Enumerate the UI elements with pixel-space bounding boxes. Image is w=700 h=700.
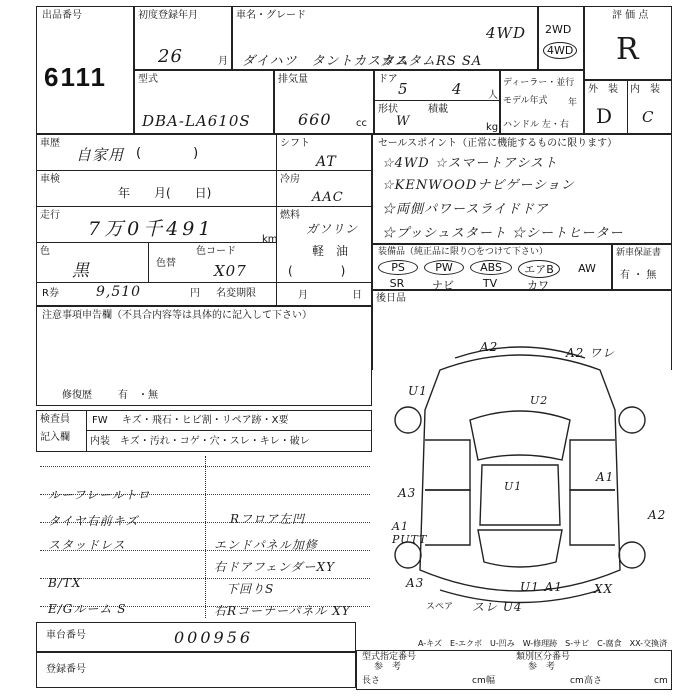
car-door-left-front bbox=[425, 440, 470, 490]
cc-unit: cc bbox=[356, 118, 367, 129]
fuel-label: 燃料 bbox=[280, 210, 300, 221]
car-name: ダイハツ タントカスタム bbox=[242, 54, 410, 69]
year-unit: 年 bbox=[568, 98, 578, 108]
ac-value: AAC bbox=[312, 190, 344, 205]
damage-mark: XX bbox=[594, 582, 614, 596]
handle-label: ハンドル 左・右 bbox=[503, 120, 569, 130]
car-name-label: 車名・グレード bbox=[236, 10, 306, 21]
doors: 5 bbox=[398, 80, 409, 98]
drive-hand: 4WD bbox=[486, 24, 526, 42]
post-label: 後日品 bbox=[376, 293, 406, 304]
report-right-line: Rフロア左凹 bbox=[230, 512, 306, 526]
load-label: 積載 bbox=[428, 104, 448, 115]
model-label: 型式 bbox=[138, 74, 158, 85]
report-left-line: スタッドレス bbox=[48, 538, 126, 552]
fw-label: FW bbox=[92, 415, 108, 426]
drive-2wd: 2WD bbox=[545, 23, 572, 36]
lot-number: 6111 bbox=[44, 62, 107, 92]
report-col-divider bbox=[205, 456, 206, 618]
shift-value: AT bbox=[316, 154, 337, 170]
fuel-brackets: ( ) bbox=[288, 264, 346, 278]
left-info-divider bbox=[276, 134, 277, 306]
damage-mark: U1 A1 bbox=[520, 580, 563, 594]
report-right-line: 下回りS bbox=[226, 582, 275, 596]
grade-divider bbox=[627, 80, 628, 134]
recycle-yen: 円 bbox=[190, 288, 200, 299]
warranty-label: 新車保証書 bbox=[616, 248, 662, 258]
displacement-label: 排気量 bbox=[278, 74, 308, 85]
row-divider-4 bbox=[36, 282, 372, 283]
equip-tv: TV bbox=[482, 277, 498, 290]
equip-sr: SR bbox=[389, 277, 405, 290]
sales-label: セールスポイント（正常に機能するものに限ります） bbox=[378, 138, 618, 149]
damage-mark: A2 bbox=[480, 340, 499, 354]
history-label: 車歴 bbox=[40, 138, 60, 149]
equip-navi: ナビ bbox=[432, 279, 454, 292]
car-rear-window bbox=[478, 530, 562, 567]
car-windshield bbox=[470, 411, 570, 460]
color-label: 色 bbox=[40, 246, 50, 257]
score: R bbox=[616, 32, 640, 67]
format-ref: 参 考 bbox=[374, 662, 402, 672]
ext-label: 外 装 bbox=[588, 84, 618, 95]
first-reg-label: 初度登録年月 bbox=[138, 10, 198, 21]
damage-mark: A2 bbox=[648, 508, 667, 522]
sales-point: ☆4WD ☆スマートアシスト bbox=[382, 156, 558, 171]
car-wheel-front-right bbox=[619, 407, 645, 433]
warranty-choices: 有 ・ 無 bbox=[620, 270, 657, 281]
sales-point: ☆両側パワースライドドア bbox=[382, 202, 549, 217]
inspector-label-2: 記入欄 bbox=[40, 432, 70, 443]
color-code: X07 bbox=[214, 262, 247, 280]
transfer-month: 月 bbox=[298, 290, 308, 301]
repair-label: 修復歴 bbox=[62, 390, 92, 401]
color-value: 黒 bbox=[72, 261, 90, 281]
ext-grade: D bbox=[596, 104, 614, 128]
car-roof bbox=[480, 465, 560, 525]
damage-legend: A-キズ E-エクボ U-凹み W-修理跡 S-サビ C-腐食 XX-交換済 bbox=[418, 639, 668, 648]
equip-pw: PW bbox=[424, 260, 464, 275]
report-left-line: E/Gルーム S bbox=[48, 602, 127, 616]
displacement: 660 bbox=[298, 110, 332, 129]
sales-point: ☆プッシュスタート ☆シートヒーター bbox=[382, 226, 624, 241]
damage-mark: A1 bbox=[596, 470, 615, 484]
damage-mark: U1 bbox=[504, 480, 523, 493]
history-brackets: ( ) bbox=[136, 146, 199, 161]
shape-label: 形状 bbox=[378, 104, 398, 115]
transfer-day: 日 bbox=[352, 290, 362, 301]
damage-mark: A3 bbox=[406, 576, 425, 590]
row-divider-1 bbox=[36, 170, 372, 171]
report-right-line: 右Rコーナーパネル XY bbox=[214, 604, 351, 618]
car-wheel-front-left bbox=[395, 407, 421, 433]
car-door-right-rear bbox=[570, 490, 615, 545]
mileage-value: 7万0千491 bbox=[88, 218, 215, 240]
car-wheel-rear-right bbox=[619, 542, 645, 568]
damage-mark: スレ U4 bbox=[472, 600, 523, 614]
score-label: 評 価 点 bbox=[612, 10, 649, 21]
damage-mark: A2 ワレ bbox=[566, 346, 616, 360]
doors-divider bbox=[374, 100, 500, 101]
color-change-label: 色替 bbox=[156, 258, 176, 269]
mileage-label: 走行 bbox=[40, 210, 60, 221]
grade: カスタムRS SA bbox=[380, 54, 483, 69]
drive-box bbox=[538, 6, 584, 70]
equip-leather: カワ bbox=[527, 279, 549, 292]
doors-label: ドア bbox=[378, 74, 398, 85]
dealer-label: ディーラー・並行 bbox=[503, 78, 575, 88]
drive-4wd: 4WD bbox=[543, 42, 577, 59]
damage-mark: スペア bbox=[426, 602, 454, 612]
int-grade: C bbox=[642, 108, 655, 126]
model-year-label: モデル年式 bbox=[503, 96, 548, 106]
shift-label: シフト bbox=[280, 138, 310, 149]
report-left-line: B/TX bbox=[48, 576, 82, 590]
height-label: 高さ bbox=[584, 676, 603, 686]
inspection-label: 車検 bbox=[40, 174, 60, 185]
inspector-row-divider bbox=[86, 430, 372, 431]
report-right-line: 右ドアフェンダーXY bbox=[214, 560, 336, 574]
damage-mark: U1 bbox=[408, 384, 428, 398]
car-outline bbox=[420, 355, 620, 591]
recycle-label: R券 bbox=[42, 288, 59, 299]
reg-label: 登録番号 bbox=[46, 664, 86, 675]
color-code-label: 色コード bbox=[196, 246, 236, 257]
fuel-light-oil: 軽 油 bbox=[312, 244, 349, 258]
int-label: 内 装 bbox=[630, 84, 660, 95]
class-ref: 参 考 bbox=[528, 662, 556, 672]
fw-items: キズ・飛石・ヒビ割・リペア跡・X要 bbox=[122, 415, 289, 426]
equip-aw: AW bbox=[578, 262, 596, 275]
format-label: 型式指定番号 bbox=[362, 652, 417, 662]
class-label: 類別区分番号 bbox=[516, 652, 571, 662]
notes-label: 注意事項申告欄（不具合内容等は具体的に記入して下さい） bbox=[42, 310, 312, 321]
equipment-label: 装備品（純正品に限り○をつけて下さい） bbox=[378, 247, 548, 257]
ac-label: 冷房 bbox=[280, 174, 300, 185]
model: DBA-LA610S bbox=[142, 112, 251, 130]
int-inspect-items: キズ・汚れ・コゲ・穴・スレ・キレ・破レ bbox=[120, 436, 310, 447]
first-reg-year: 26 bbox=[158, 46, 183, 67]
color-divider bbox=[148, 242, 149, 282]
mileage-unit: km bbox=[262, 234, 278, 245]
history-value: 自家用 bbox=[76, 146, 125, 164]
inspection-fields: 年 月( 日) bbox=[118, 186, 212, 200]
shape: W bbox=[396, 114, 411, 129]
width-unit: cm bbox=[570, 676, 584, 686]
damage-mark: U2 bbox=[530, 394, 549, 407]
height-unit: cm bbox=[654, 676, 668, 686]
length-unit: cm bbox=[472, 676, 486, 686]
first-reg-month-unit: 月 bbox=[218, 56, 228, 67]
equip-airbag: エアB bbox=[518, 260, 560, 278]
inspector-divider bbox=[86, 410, 87, 452]
int-inspect-label: 内装 bbox=[90, 436, 110, 447]
length-label: 長さ bbox=[362, 676, 381, 686]
row-divider-2 bbox=[36, 206, 372, 207]
equip-ps: PS bbox=[378, 260, 418, 275]
report-left-line: タイヤ右前キズ bbox=[48, 514, 139, 528]
repair-choices: 有 ・無 bbox=[118, 390, 158, 401]
kg-unit: kg bbox=[486, 122, 499, 133]
fuel-value: ガソリン bbox=[306, 222, 359, 236]
recycle-value: 9,510 bbox=[96, 284, 142, 300]
chassis-label: 車台番号 bbox=[46, 630, 86, 641]
report-left-line: ルーフレールトロ bbox=[48, 488, 151, 502]
row-divider-3 bbox=[36, 242, 276, 243]
report-right-line: エンドパネル加修 bbox=[214, 538, 318, 552]
sales-point: ☆KENWOODナビゲーション bbox=[382, 178, 575, 193]
lot-label: 出品番号 bbox=[42, 10, 82, 21]
transfer-label: 名変期限 bbox=[216, 288, 256, 299]
equip-abs: ABS bbox=[470, 260, 512, 275]
persons-unit: 人 bbox=[488, 90, 498, 101]
width-label: 幅 bbox=[486, 676, 496, 686]
seats: 4 bbox=[452, 80, 463, 98]
inspector-label-1: 検査員 bbox=[40, 414, 70, 425]
damage-mark: A3 bbox=[398, 486, 417, 500]
damage-mark: A1 PUTT bbox=[392, 520, 428, 546]
chassis-number: 000956 bbox=[174, 628, 254, 647]
